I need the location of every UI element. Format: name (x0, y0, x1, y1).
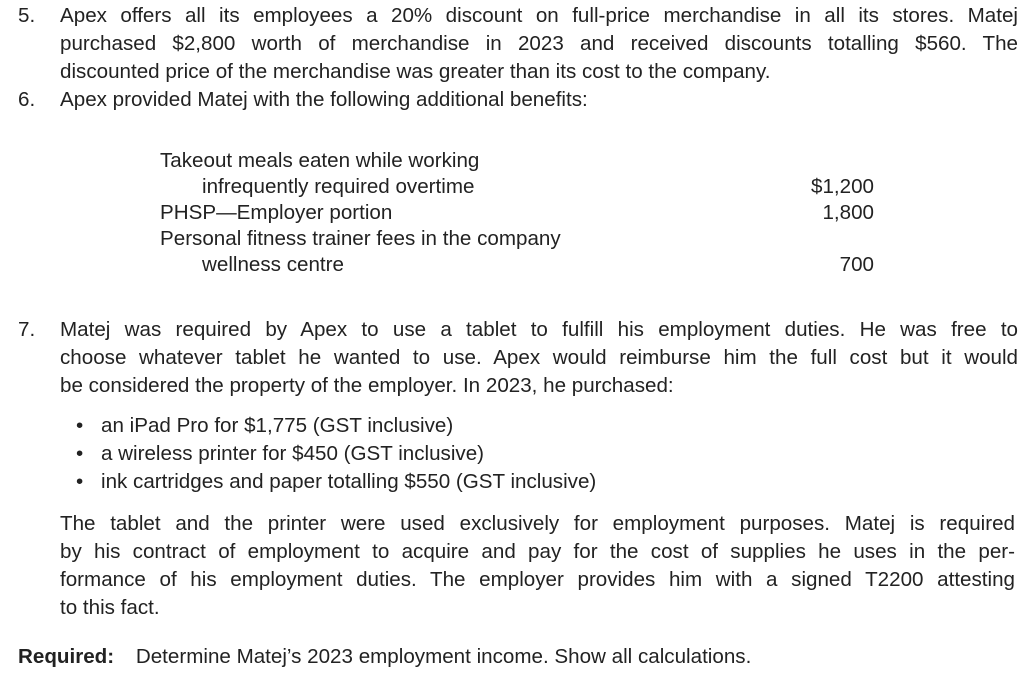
text-line: formance of his employment duties. The employer provides him with a signed T2200 attesting (60, 568, 1015, 591)
question-item-7 (18, 316, 1018, 400)
bullet-icon: • (76, 414, 84, 437)
item-text (60, 86, 1018, 114)
benefit-row (160, 200, 880, 226)
text-line: to this fact. (60, 596, 160, 619)
usage-paragraph (60, 510, 1015, 622)
benefit-amount: 1,800 (822, 201, 874, 224)
bullet-icon: • (76, 470, 84, 493)
benefit-label: Takeout meals eaten while working (160, 149, 480, 172)
text-line: The tablet and the printer were used exclusively for employment purposes. Matej is required (60, 512, 1015, 535)
text-line: choose whatever tablet he wanted to use. Apex would reimburse him the full cost but it would (60, 346, 1018, 369)
list-item-text: ink cartridges and paper totalling $550 (GST inclusive) (101, 470, 597, 493)
text-line: discounted price of the merchandise was greater than its cost to the company. (60, 60, 771, 83)
benefit-row (160, 226, 880, 252)
text-line: Matej was required by Apex to use a tablet to fulfill his employment duties. He was free to (60, 318, 1018, 341)
benefit-row (160, 252, 880, 278)
required-text: Determine Matej’s 2023 employment income. Show all calculations. (135, 645, 752, 668)
item-number: 6. (18, 88, 36, 111)
benefit-label: Personal fitness trainer fees in the company (160, 227, 561, 250)
benefit-label: infrequently required overtime (202, 175, 475, 198)
text-line: by his contract of employment to acquire and pay for the cost of supplies he uses in the per- (60, 540, 1015, 563)
bullet-icon: • (76, 442, 84, 465)
benefit-amount: 700 (839, 253, 874, 276)
list-item (76, 412, 976, 440)
purchases-list (76, 412, 976, 496)
list-item-text: a wireless printer for $450 (GST inclusive) (101, 442, 485, 465)
item-number: 7. (18, 318, 36, 341)
benefit-label: PHSP—Employer portion (160, 201, 393, 224)
required-label: Required: (18, 645, 115, 668)
benefit-row (160, 174, 880, 200)
question-item-5 (18, 2, 1018, 86)
item-text (60, 316, 1018, 400)
benefits-table (160, 148, 880, 278)
list-item (76, 468, 976, 496)
text-line: be considered the property of the employer. In 2023, he purchased: (60, 374, 674, 397)
text-line: Apex provided Matej with the following additional benefits: (60, 88, 588, 111)
benefit-amount: $1,200 (811, 175, 874, 198)
benefit-row (160, 148, 880, 174)
required-section (18, 643, 751, 671)
item-number: 5. (18, 4, 36, 27)
list-item-text: an iPad Pro for $1,775 (GST inclusive) (101, 414, 454, 437)
text-line: purchased $2,800 worth of merchandise in 2023 and received discounts totalling $560. The (60, 32, 1018, 55)
benefit-label: wellness centre (202, 253, 344, 276)
text-line: Apex offers all its employees a 20% discount on full-price merchandise in all its stores. Matej (60, 4, 1018, 27)
list-item (76, 440, 976, 468)
question-item-6 (18, 86, 1018, 114)
item-text (60, 2, 1018, 86)
